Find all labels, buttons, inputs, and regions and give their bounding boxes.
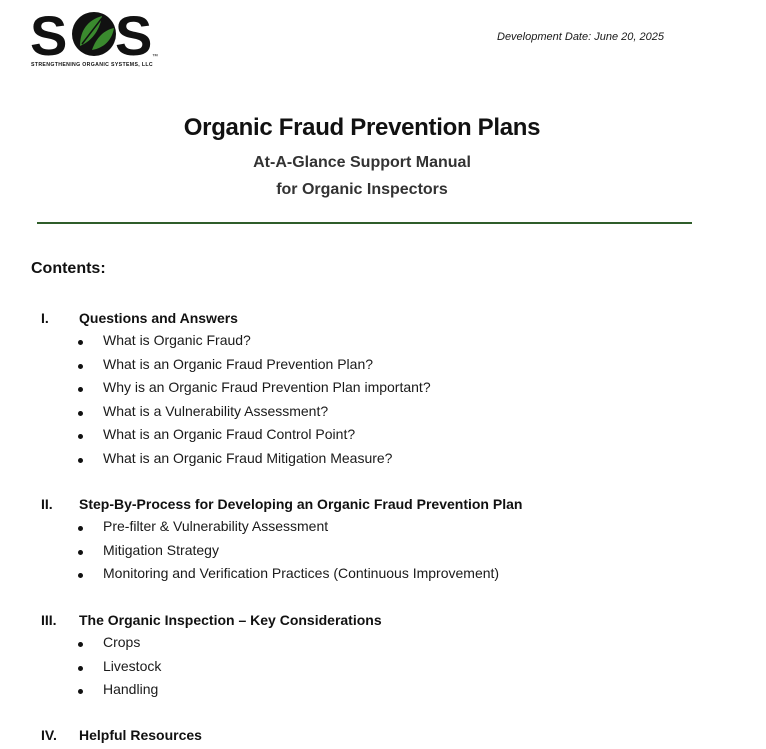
list-item-text: What is an Organic Fraud Mitigation Measure?: [103, 449, 393, 466]
logo-letter-s-left: S: [30, 8, 68, 67]
list-item-text: Handling: [103, 681, 159, 697]
trademark-symbol: ™: [152, 54, 158, 60]
section-heading: [0, 612, 766, 634]
section-numeral: III.: [41, 612, 57, 628]
list-item: [0, 403, 766, 427]
list-item: [0, 634, 766, 658]
list-item: [0, 565, 766, 589]
list-item: [0, 332, 766, 356]
bullet-icon: [78, 642, 83, 647]
list-item: [0, 542, 766, 566]
logo-letter-s-right: S: [115, 8, 153, 67]
section-title: The Organic Inspection – Key Considerations: [79, 612, 382, 628]
list-item: [0, 658, 766, 682]
document-subtitle-line1: At-A-Glance Support Manual: [253, 154, 471, 171]
list-item: [0, 356, 766, 380]
list-item-text: Crops: [103, 634, 141, 650]
list-item-text: Livestock: [103, 657, 162, 674]
section-heading: [0, 727, 766, 749]
section-title: Step-By-Process for Developing an Organic Fraud Prevention Plan: [79, 496, 523, 512]
sos-logo: [30, 8, 162, 70]
list-item-text: Mitigation Strategy: [103, 541, 219, 558]
list-item-text: What is an Organic Fraud Prevention Plan?: [103, 355, 374, 372]
bullet-icon: [78, 573, 83, 578]
list-item: [0, 681, 766, 705]
sos-logo-mark: [30, 8, 162, 70]
section-heading: [0, 496, 766, 518]
bullet-icon: [78, 434, 83, 439]
section-item-list: [0, 332, 766, 473]
section-numeral: II.: [41, 496, 53, 512]
list-item-text: What is a Vulnerability Assessment?: [103, 402, 329, 419]
contents-section-questions: [0, 310, 766, 473]
section-title: Questions and Answers: [79, 310, 238, 326]
contents-heading: Contents:: [31, 260, 106, 277]
bullet-icon: [78, 666, 83, 671]
section-title: Helpful Resources: [79, 727, 202, 743]
contents-section-inspection: [0, 612, 766, 705]
section-numeral: I.: [41, 310, 49, 326]
section-numeral: IV.: [41, 727, 57, 743]
bullet-icon: [78, 458, 83, 463]
section-item-list: [0, 518, 766, 589]
contents-section-step-by-process: [0, 496, 766, 589]
list-item-text: What is an Organic Fraud Control Point?: [103, 426, 356, 442]
section-item-list: [0, 634, 766, 705]
list-item-text: What is Organic Fraud?: [103, 332, 251, 348]
list-item: [0, 450, 766, 474]
list-item-text: Why is an Organic Fraud Prevention Plan important?: [103, 379, 431, 395]
logo-tagline: STRENGTHENING ORGANIC SYSTEMS, LLC: [31, 62, 153, 68]
contents-section-resources: [0, 727, 766, 749]
bullet-icon: [78, 526, 83, 531]
list-item: [0, 426, 766, 450]
list-item-text: Monitoring and Verification Practices (Continuous Improvement): [103, 565, 500, 581]
list-item-text: Pre-filter & Vulnerability Assessment: [103, 518, 329, 534]
bullet-icon: [78, 411, 83, 416]
bullet-icon: [78, 364, 83, 369]
document-title: Organic Fraud Prevention Plans: [183, 114, 541, 141]
bullet-icon: [78, 340, 83, 345]
bullet-icon: [78, 387, 83, 392]
list-item: [0, 379, 766, 403]
development-date: Development Date: June 20, 2025: [497, 31, 664, 43]
document-subtitle-line2: for Organic Inspectors: [276, 181, 448, 198]
bullet-icon: [78, 689, 83, 694]
section-heading: [0, 310, 766, 332]
bullet-icon: [78, 550, 83, 555]
leaf-o-icon: [72, 12, 116, 56]
title-divider: [37, 222, 692, 224]
list-item: [0, 518, 766, 542]
